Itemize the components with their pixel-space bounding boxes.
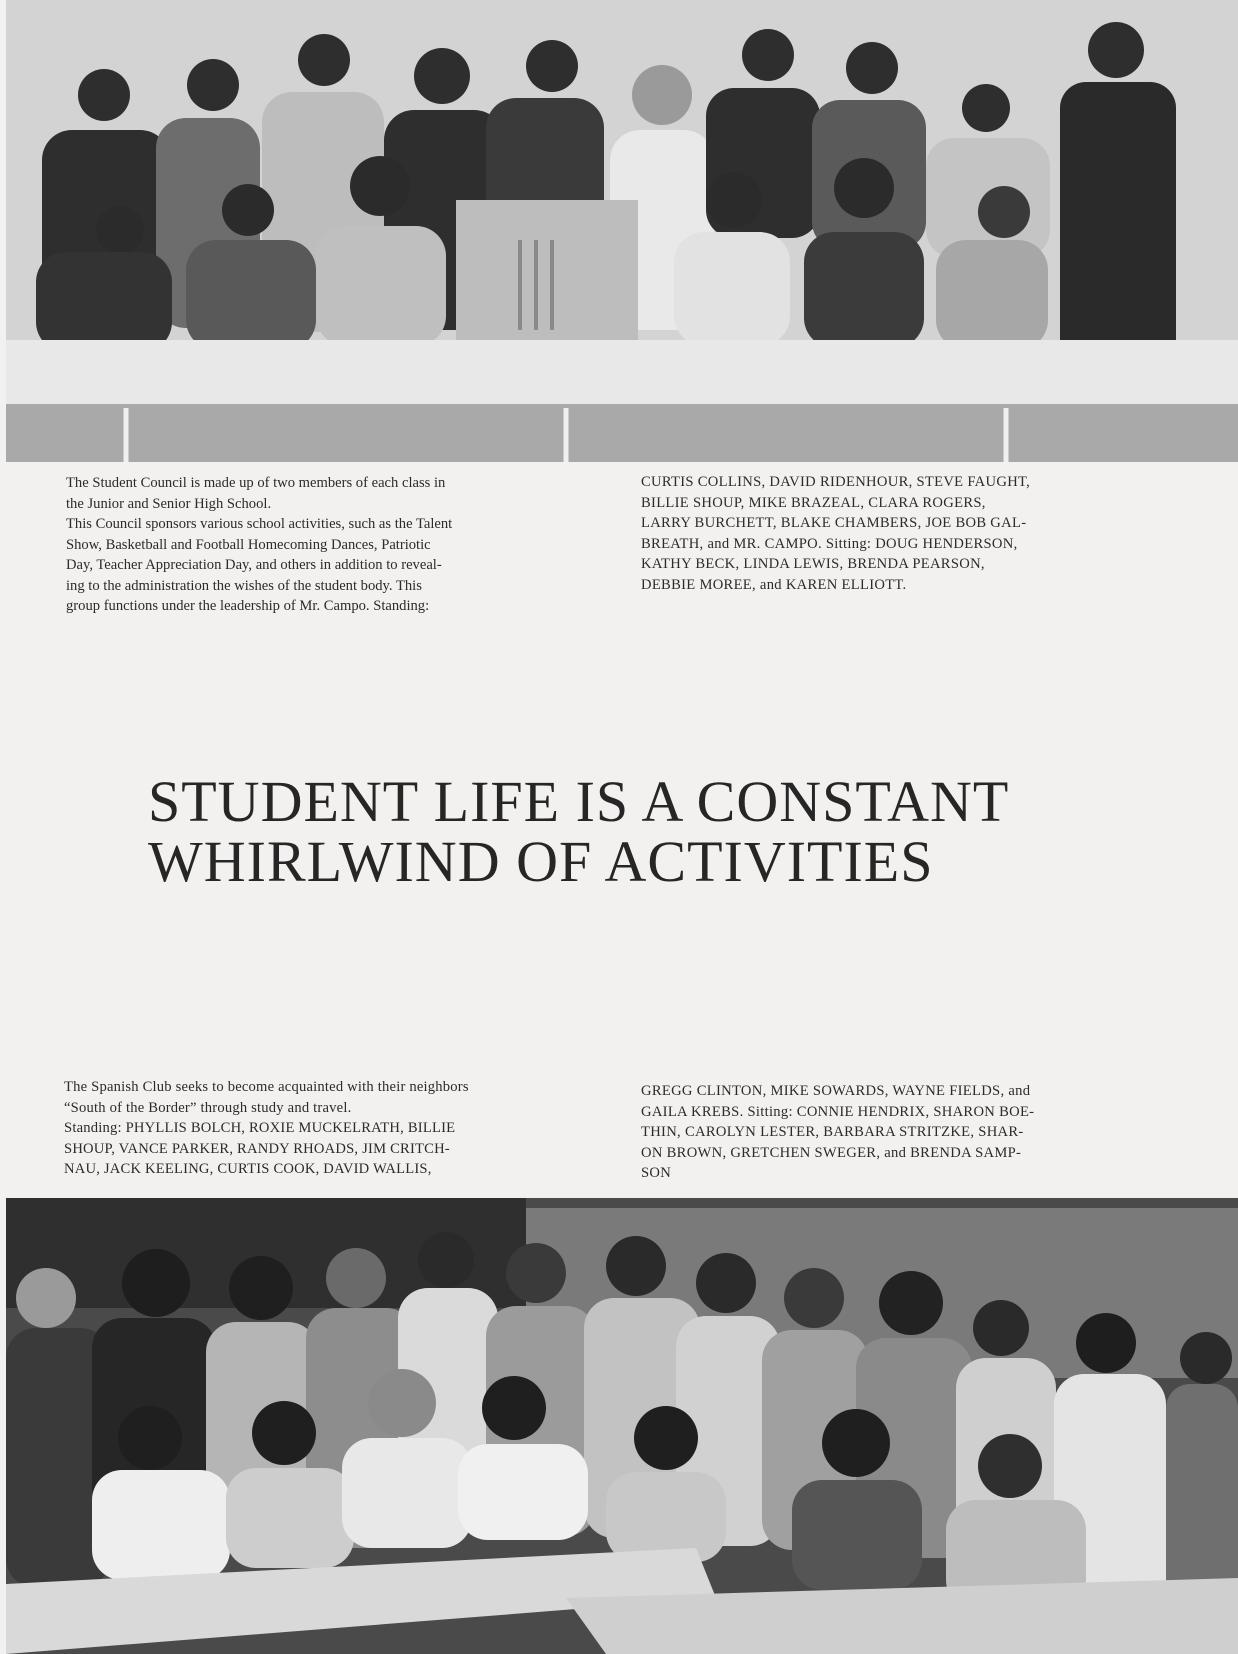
spanish-club-photo: [6, 1198, 1238, 1654]
spanish-club-caption-right: GREGG CLINTON, MIKE SOWARDS, WAYNE FIELDS, and GAILA KREBS. Sitting: CONNIE HENDRIX, SHARON BOE- THIN, CAROLYN LESTER, BARBARA STRITZKE, SHAR- ON BROWN, GRETCHEN SWEGER, and BRENDA SAMP- SON: [641, 1083, 1035, 1181]
student-council-photo-graphic: [6, 0, 1238, 462]
student-council-caption-right: CURTIS COLLINS, DAVID RIDENHOUR, STEVE FAUGHT, BILLIE SHOUP, MIKE BRAZEAL, CLARA ROGERS, LARRY BURCHETT, BLAKE CHAMBERS, JOE BOB GAL- BREATH, and MR. CAMPO. Sitting: DOUG HENDERSON, KATHY BECK, LINDA LEWIS, BRENDA PEARSON, DEBBIE MOREE, and KAREN ELLIOTT.: [641, 474, 1031, 593]
spanish-club-caption-left: The Spanish Club seeks to become acquainted with their neighbors “South of the Border” through study and travel. Standing: PHYLLIS BOLCH, ROXIE MUCKELRATH, BILLIE SHOUP, VANCE PARKER, RANDY RHOADS, JIM CRITCH- NAU, JACK KEELING, CURTIS COOK, DAVID WALLIS,: [64, 1079, 469, 1177]
spanish-club-photo-graphic: [6, 1198, 1238, 1654]
student-council-caption-left: The Student Council is made up of two members of each class in the Junior and Senior High School. This Council sponsors various school activities, such as the Talent Show, Basketball and Football Homecoming Dances, Patriotic Day, Teacher Appreciation Day, and others in addition to reveal- ing to the administration the wishes of the student body. This group functions under the leadership of Mr. Campo. Standing:: [66, 475, 453, 614]
student-council-photo: [6, 0, 1238, 462]
page-headline: STUDENT LIFE IS A CONSTANT WHIRLWIND OF ACTIVITIES: [148, 769, 1010, 894]
